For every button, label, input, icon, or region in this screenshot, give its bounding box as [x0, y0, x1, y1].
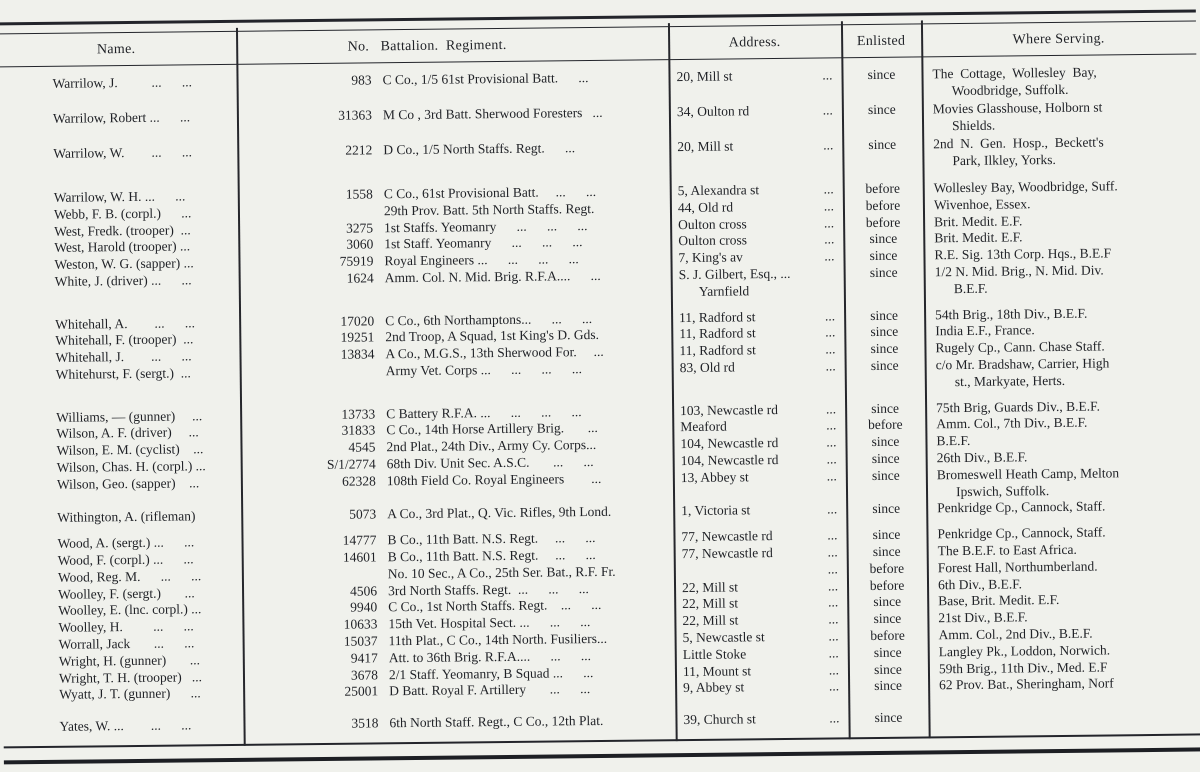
where-serving: Rugely Cp., Cann. Chase Staff. — [924, 338, 1199, 358]
row-group — [3, 707, 1200, 737]
battalion-regiment: C Battery R.F.A. ... ... ... ... — [375, 403, 672, 423]
soldier-name: Weston, W. G. (sapper) ... — [0, 255, 239, 274]
address-dot-leader: ... — [825, 358, 835, 375]
soldier-name: Warrilow, W. H. ... ... — [0, 188, 238, 207]
battalion-regiment: D Co., 1/5 North Staffs. Regt. ... — [372, 139, 669, 159]
soldier-name: Whitehall, J. ... ... — [0, 348, 240, 367]
soldier-name: Wright, T. H. (trooper) ... — [3, 668, 243, 687]
address-cell — [673, 502, 846, 521]
address-dot-leader: ... — [825, 308, 835, 325]
where-serving: 21st Div., B.E.F. — [927, 608, 1200, 628]
battalion-regiment: A Co., 3rd Plat., Q. Vic. Rifles, 9th Lond. — [376, 503, 673, 523]
address-cell — [675, 628, 848, 647]
address-cell — [670, 198, 843, 217]
address-dot-leader: ... — [828, 595, 838, 612]
enlisted-status: before — [847, 627, 927, 645]
service-number: 25001 — [243, 684, 378, 702]
address-dot-leader: ... — [824, 198, 834, 215]
address-cell — [669, 102, 842, 121]
address-text: 77, Newcastle rd — [682, 545, 773, 563]
address-cell — [671, 308, 844, 327]
where-serving: 59th Brig., 11th Div., Med. E.F — [928, 658, 1200, 678]
service-number: 3275 — [238, 220, 373, 238]
address-dot-leader: ... — [824, 215, 834, 232]
service-number: 62328 — [241, 473, 376, 491]
enlisted-status: since — [847, 543, 927, 561]
enlisted-status: before — [847, 577, 927, 595]
service-number: 1624 — [239, 270, 374, 288]
where-serving: Brit. Medit. E.F. — [923, 211, 1198, 231]
address-text — [682, 563, 702, 580]
enlisted-status: since — [842, 136, 922, 154]
address-dot-leader: ... — [824, 249, 834, 266]
address-dot-leader: ... — [829, 662, 839, 679]
enlisted-status: since — [844, 341, 924, 359]
address-cell — [675, 645, 848, 664]
soldier-name: Wilson, Geo. (sapper) ... — [1, 475, 241, 494]
address-text: 22, Mill st — [682, 579, 738, 596]
where-serving — [928, 707, 1200, 710]
address-cell — [670, 181, 843, 200]
service-number: 17020 — [239, 313, 374, 331]
soldier-name: Worrall, Jack ... ... — [3, 635, 243, 654]
where-serving: 54th Brig., 18th Div., B.E.F. — [924, 304, 1199, 324]
service-number: 13834 — [239, 347, 374, 365]
service-number: 983 — [236, 72, 371, 90]
soldier-name: Wyatt, J. T. (gunner) ... — [3, 685, 243, 704]
address-dot-leader: ... — [829, 679, 839, 696]
address-text: Little Stoke — [683, 646, 747, 663]
where-serving: Forest Hall, Northumberland. — [927, 557, 1200, 577]
address-dot-leader: ... — [827, 468, 837, 485]
address-dot-leader: ... — [826, 401, 836, 418]
address-dot-leader: ... — [828, 611, 838, 628]
soldier-name: Webb, F. B. (corpl.) ... — [0, 205, 238, 224]
battalion-regiment: 68th Div. Unit Sec. A.S.C. ... ... — [376, 453, 673, 473]
battalion-regiment: 2/1 Staff. Yeomanry, B Squad ... ... — [378, 664, 675, 684]
address-dot-leader: ... — [826, 418, 836, 435]
soldier-name: Wilson, A. F. (driver) ... — [0, 424, 240, 443]
enlisted-status: since — [845, 434, 925, 452]
battalion-regiment: 29th Prov. Batt. 5th North Staffs. Regt. — [373, 200, 670, 220]
address-dot-leader: ... — [829, 710, 839, 727]
battalion-regiment: 11th Plat., C Co., 14th North. Fusiliers... — [378, 630, 675, 650]
service-number: 31363 — [237, 107, 372, 125]
enlisted-status: since — [848, 661, 928, 679]
enlisted-status: since — [848, 710, 928, 728]
address-cell — [675, 710, 848, 729]
enlisted-status: before — [843, 214, 923, 232]
where-serving: 1/2 N. Mid. Brig., N. Mid. Div. B.E.F. — [924, 261, 1199, 298]
address-text: 39, Church st — [683, 711, 756, 729]
address-cell — [674, 544, 847, 563]
soldier-name: Warrilow, J. ... ... — [0, 74, 237, 93]
address-text: 11, Mount st — [683, 663, 751, 681]
soldier-name: Woolley, E. (lnc. corpl.) ... — [2, 601, 242, 620]
battalion-regiment: 6th North Staff. Regt., C Co., 12th Plat. — [378, 712, 675, 732]
address-text: 13, Abbey st — [681, 469, 749, 487]
address-text: 1, Victoria st — [681, 503, 750, 521]
row-group — [0, 304, 1200, 401]
address-dot-leader: ... — [823, 137, 833, 154]
address-text: 5, Newcastle st — [683, 629, 765, 647]
enlisted-status: since — [846, 450, 926, 468]
address-text: 83, Old rd — [680, 359, 735, 376]
enlisted-status: before — [843, 197, 923, 215]
soldier-name: Wilson, Chas. H. (corpl.) ... — [1, 458, 241, 477]
address-dot-leader: ... — [828, 628, 838, 645]
enlisted-status: since — [845, 400, 925, 418]
battalion-regiment: C Co., 1/5 61st Provisional Batt. ... — [371, 69, 668, 89]
soldier-name: Wright, H. (gunner) ... — [3, 652, 243, 671]
service-number: 3060 — [238, 237, 373, 255]
soldier-name: Williams, — (gunner) ... — [0, 407, 240, 426]
address-dot-leader: ... — [823, 102, 833, 119]
battalion-regiment: 1st Staffs. Yeomanry ... ... ... — [373, 217, 670, 237]
soldier-name: Wilson, E. M. (cyclist) ... — [0, 441, 240, 460]
service-number: 31833 — [240, 423, 375, 441]
where-serving: The Cottage, Wollesley Bay, Woodbridge, Suffolk. — [921, 63, 1196, 100]
address-dot-leader: ... — [827, 528, 837, 545]
address-cell — [671, 325, 844, 344]
address-text: Oulton cross — [678, 233, 747, 251]
enlisted-status: since — [848, 678, 928, 696]
soldier-name: Woolley, H. ... ... — [2, 618, 242, 637]
enlisted-status: before — [847, 560, 927, 578]
soldier-name: West, Fredk. (trooper) ... — [0, 221, 238, 240]
soldier-name: Wood, A. (sergt.) ... ... — [1, 534, 241, 553]
table-body — [0, 54, 1200, 746]
service-number: 14601 — [242, 549, 377, 567]
battalion-regiment: Amm. Col. N. Mid. Brig. R.F.A.... ... — [374, 267, 671, 287]
address-cell — [674, 595, 847, 614]
where-serving: Brit. Medit. E.F. — [923, 228, 1198, 248]
service-number: 3678 — [243, 667, 378, 685]
soldier-name: Whitehurst, F. (sergt.) ... — [0, 365, 240, 384]
row-group — [0, 397, 1200, 528]
enlisted-status: since — [844, 264, 924, 282]
soldier-name: White, J. (driver) ... ... — [0, 272, 239, 291]
enlisted-status: since — [844, 307, 924, 325]
service-number: 14777 — [241, 533, 376, 551]
address-text: 22, Mill st — [682, 596, 738, 613]
where-serving: 26th Div., B.E.F. — [926, 447, 1200, 467]
address-cell — [673, 451, 846, 470]
service-number: 2212 — [237, 142, 372, 160]
enlisted-status: since — [848, 644, 928, 662]
battalion-regiment: C Co., 14th Horse Artillery Brig. ... — [375, 420, 672, 440]
enlisted-status: since — [841, 66, 921, 84]
address-cell — [673, 468, 846, 487]
where-serving: Amm. Col., 2nd Div., B.E.F. — [927, 624, 1200, 644]
enlisted-status: since — [846, 527, 926, 545]
column-header-enlisted: Enlisted — [841, 33, 921, 50]
address-dot-leader: ... — [827, 544, 837, 561]
service-number: S/1/2774 — [241, 456, 376, 474]
column-header-address: Address. — [668, 34, 841, 52]
address-cell — [675, 679, 848, 698]
enlisted-status: since — [843, 248, 923, 266]
battalion-regiment: 108th Field Co. Royal Engineers ... — [376, 470, 673, 490]
battalion-regiment: No. 10 Sec., A Co., 25th Ser. Bat., R.F. Fr. — [377, 563, 674, 583]
service-number: 19251 — [239, 330, 374, 348]
address-text: 104, Newcastle rd — [680, 435, 778, 453]
address-dot-leader: ... — [827, 502, 837, 519]
soldier-name: Wood, F. (corpl.) ... ... — [2, 551, 242, 570]
where-serving: 75th Brig, Guards Div., B.E.F. — [925, 397, 1200, 417]
column-header-no-battalion-regiment: No. Battalion. Regiment. — [236, 36, 668, 57]
battalion-regiment: Royal Engineers ... ... ... ... — [373, 250, 670, 270]
where-serving: Wollesley Bay, Woodbridge, Suff. — [923, 177, 1198, 197]
address-dot-leader: ... — [826, 435, 836, 452]
address-dot-leader: ... — [824, 181, 834, 198]
battalion-regiment: 2nd Plat., 24th Div., Army Cy. Corps... — [375, 436, 672, 456]
battalion-regiment: A Co., M.G.S., 13th Sherwood For. ... — [374, 343, 671, 363]
address-cell — [671, 265, 844, 300]
column-header-name: Name. — [0, 41, 236, 60]
scanned-register-page — [0, 9, 1200, 764]
enlisted-status: since — [844, 324, 924, 342]
column-header-where-serving: Where Serving. — [921, 30, 1196, 49]
enlisted-status: since — [846, 501, 926, 519]
address-text: 11, Radford st — [679, 326, 756, 344]
soldier-name: West, Harold (trooper) ... — [0, 238, 238, 257]
enlisted-status: since — [846, 467, 926, 485]
address-text: 7, King's av — [678, 250, 742, 267]
address-text: 44, Old rd — [678, 199, 733, 216]
address-cell — [668, 67, 841, 86]
address-dot-leader: ... — [828, 578, 838, 595]
service-number: 15037 — [243, 633, 378, 651]
service-number: 9940 — [242, 600, 377, 618]
address-dot-leader: ... — [828, 561, 838, 578]
address-text: 20, Mill st — [676, 68, 732, 85]
address-text: 11, Radford st — [679, 342, 756, 360]
service-number: 5073 — [241, 507, 376, 525]
soldier-name: Whitehall, F. (trooper) ... — [0, 331, 239, 350]
address-cell — [669, 137, 842, 156]
battalion-regiment: 2nd Troop, A Squad, 1st King's D. Gds. — [374, 327, 671, 347]
enlisted-status: since — [842, 101, 922, 119]
battalion-regiment: C Co., 61st Provisional Batt. ... ... — [373, 183, 670, 203]
where-serving: R.E. Sig. 13th Corp. Hqs., B.E.F — [923, 245, 1198, 265]
address-text: 103, Newcastle rd — [680, 402, 778, 420]
service-number: 13733 — [240, 406, 375, 424]
where-serving: Penkridge Cp., Cannock, Staff. — [926, 524, 1200, 544]
address-cell — [673, 527, 846, 546]
address-dot-leader: ... — [822, 67, 832, 84]
service-number: 9417 — [243, 650, 378, 668]
where-serving: India E.F., France. — [924, 321, 1199, 341]
enlisted-status: since — [843, 231, 923, 249]
where-serving: Wivenhoe, Essex. — [923, 194, 1198, 214]
where-serving: B.E.F. — [925, 431, 1200, 451]
battalion-regiment: 1st Staff. Yeomanry ... ... ... — [373, 234, 670, 254]
where-serving: Bromeswell Heath Camp, Melton Ipswich, Suffolk. — [926, 464, 1200, 501]
address-text: 22, Mill st — [682, 613, 738, 630]
address-dot-leader: ... — [824, 232, 834, 249]
address-cell — [670, 215, 843, 234]
address-cell — [672, 358, 845, 377]
where-serving: The B.E.F. to East Africa. — [927, 540, 1200, 560]
address-cell — [671, 341, 844, 360]
soldier-name: Warrilow, W. ... ... — [0, 144, 237, 163]
address-text: 11, Radford st — [679, 309, 756, 327]
enlisted-status: since — [847, 611, 927, 629]
address-text: S. J. Gilbert, Esq., ... Yarnfield — [679, 266, 791, 301]
service-number: 1558 — [238, 186, 373, 204]
address-cell — [674, 561, 847, 580]
battalion-regiment: D Batt. Royal F. Artillery ... ... — [378, 680, 675, 700]
address-text: 77, Newcastle rd — [681, 528, 772, 546]
where-serving: c/o Mr. Bradshaw, Carrier, High st., Markyate, Herts. — [925, 354, 1200, 391]
row-group — [0, 177, 1199, 308]
row-group — [1, 524, 1200, 705]
enlisted-status: before — [843, 180, 923, 198]
table-row — [3, 707, 1200, 737]
address-text: 34, Oulton rd — [677, 103, 750, 121]
address-cell — [670, 248, 843, 267]
address-cell — [670, 232, 843, 251]
address-cell — [672, 418, 845, 437]
address-cell — [674, 611, 847, 630]
battalion-regiment: B Co., 11th Batt. N.S. Regt. ... ... — [377, 546, 674, 566]
battalion-regiment: B Co., 11th Batt. N.S. Regt. ... ... — [376, 529, 673, 549]
address-cell — [675, 662, 848, 681]
battalion-regiment: M Co , 3rd Batt. Sherwood Foresters ... — [372, 104, 669, 124]
where-serving: Langley Pk., Loddon, Norwich. — [928, 641, 1200, 661]
service-number: 4506 — [242, 583, 377, 601]
where-serving: Base, Brit. Medit. E.F. — [927, 591, 1200, 611]
enlisted-status: since — [847, 594, 927, 612]
battalion-regiment: 15th Vet. Hospital Sect. ... ... ... — [377, 613, 674, 633]
soldier-name: Whitehall, A. ... ... — [0, 314, 239, 333]
where-serving: 62 Prov. Bat., Sheringham, Norf — [928, 675, 1200, 695]
row-group — [0, 63, 1198, 181]
address-cell — [674, 578, 847, 597]
where-serving: Amm. Col., 7th Div., B.E.F. — [925, 414, 1200, 434]
address-text: Oulton cross — [678, 216, 747, 234]
where-serving: Movies Glasshouse, Holborn st Shields. — [922, 98, 1197, 135]
service-number: 10633 — [242, 616, 377, 634]
address-text: 104, Newcastle rd — [681, 452, 779, 470]
address-cell — [672, 434, 845, 453]
battalion-regiment: Army Vet. Corps ... ... ... ... — [375, 360, 672, 380]
address-text: 20, Mill st — [677, 138, 733, 155]
address-dot-leader: ... — [826, 451, 836, 468]
battalion-regiment: C Co., 6th Northamptons... ... ... — [374, 310, 671, 330]
register-table — [0, 9, 1200, 748]
soldier-name: Warrilow, Robert ... ... — [0, 109, 237, 128]
battalion-regiment: 3rd North Staffs. Regt. ... ... ... — [377, 580, 674, 600]
address-dot-leader: ... — [829, 645, 839, 662]
battalion-regiment: C Co., 1st North Staffs. Regt. ... ... — [377, 596, 674, 616]
service-number: 75919 — [238, 254, 373, 272]
enlisted-status: before — [845, 417, 925, 435]
address-dot-leader: ... — [825, 325, 835, 342]
address-cell — [672, 401, 845, 420]
battalion-regiment: Att. to 36th Brig. R.F.A.... ... ... — [378, 647, 675, 667]
service-number: 4545 — [240, 440, 375, 458]
soldier-name: Yates, W. ... ... ... — [3, 717, 243, 736]
where-serving: 6th Div., B.E.F. — [927, 574, 1200, 594]
address-dot-leader: ... — [825, 342, 835, 359]
soldier-name: Withington, A. (rifleman) — [1, 508, 241, 527]
enlisted-status: since — [845, 357, 925, 375]
service-number: 3518 — [243, 715, 378, 733]
where-serving: 2nd N. Gen. Hosp., Beckett's Park, Ilkley, Yorks. — [922, 133, 1197, 170]
where-serving: Penkridge Cp., Cannock, Staff. — [926, 498, 1200, 518]
address-text: Meaford — [680, 419, 727, 436]
address-text: 9, Abbey st — [683, 680, 744, 697]
soldier-name: Wood, Reg. M. ... ... — [2, 568, 242, 587]
soldier-name: Woolley, F. (sergt.) ... — [2, 584, 242, 603]
address-text: 5, Alexandra st — [678, 182, 760, 200]
